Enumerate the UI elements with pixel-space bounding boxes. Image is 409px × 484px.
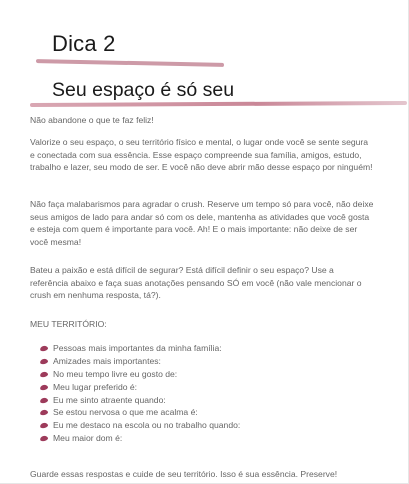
list-item [40,406,240,419]
list-item-label: Se estou nervosa o que me acalma é: [53,407,198,418]
list-item [40,381,240,394]
list-item [40,342,240,355]
bullet-icon [40,345,49,352]
list-item [40,368,240,381]
bullet-icon [40,384,49,391]
bullet-icon [40,397,49,404]
bullet-icon [40,358,49,365]
list-item [40,419,240,432]
list-item-label: Eu me destaco na escola ou no trabalho quando: [53,420,241,431]
list-item-label: Amizades mais importantes: [53,355,161,366]
crush-advice-paragraph: Não faça malabarismos para agradar o crush. Reserve um tempo só para você, não deixe seus amigos de lado para andar só com os dele, mantenha as atividades que você gosta e esteja com quem é importante para você. Ah! E o mais importante: não deixe de ser você mesma! [30,199,374,247]
territory-list [40,342,240,445]
list-item-label: Eu me sinto atraente quando: [53,394,166,405]
list-item-label: Pessoas mais importantes da minha família: [53,343,222,353]
intro-paragraph: Não abandone o que te faz feliz! [30,115,154,125]
section-title: Seu espaço é só seu [52,79,235,101]
tip-number-heading: Dica 2 [52,31,116,56]
territory-heading: MEU TERRITÓRIO: [30,319,107,329]
bullet-icon [40,371,49,378]
reference-paragraph: Bateu a paixão e está difícil de segurar? Está difícil definir o seu espaço? Use a referência abaixo e faça suas anotações pensando SÓ em você (não vale mencionar o crush em nenhuma resposta, tá?). [30,265,362,301]
list-item [40,394,240,407]
list-item-label: Meu lugar preferido é: [53,381,138,392]
closing-paragraph: Guarde essas respostas e cuide de seu território. Isso é sua essência. Preserve! [30,469,338,479]
bullet-icon [40,423,49,430]
bullet-icon [40,410,49,417]
list-item [40,355,240,368]
list-item [40,432,240,445]
value-space-paragraph: Valorize o seu espaço, o seu território físico e mental, o lugar onde você se sente segura e conectada com sua essência. Esse espaço compreende sua família, amigos, estudo, trabalho e lazer, seu modo de ser. E você não deve abrir mão desse espaço por ninguém! [30,137,373,173]
list-item-label: No meu tempo livre eu gosto de: [53,368,178,379]
bullet-icon [40,435,49,442]
list-item-label: Meu maior dom é: [53,433,123,444]
